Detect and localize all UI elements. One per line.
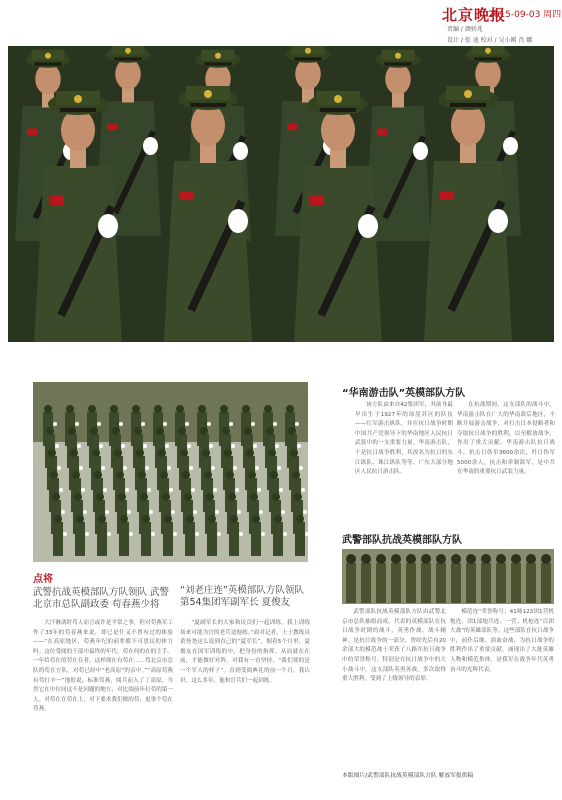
marcher-cap — [184, 493, 192, 501]
middle-body: “夏副军长的大家和民员们一起训练，我上训练场来可能为官的老兵送他练。”面对记者，上士教练员黄登尧这么说到直己的“夏军长”。据着5个月里，夏俊友在国军训练的中，把身份的指挥、从而就在在前，才能做好对阵。对我有一直坚持，“我们要的是一个军人的样子”。直到受阅典礼的前一个月，我认识。这么多年，他和官兵们一起训练。 — [180, 620, 310, 684]
soldier-cap-visor — [115, 58, 142, 61]
marcher-cap — [250, 493, 258, 501]
marcher-cap — [136, 449, 144, 457]
soldier-face — [321, 109, 355, 151]
marcher-glove — [123, 466, 127, 470]
marcher-glove — [299, 466, 303, 470]
soldier-face — [35, 63, 61, 95]
marcher-cap — [294, 493, 302, 501]
marcher-glove — [251, 422, 255, 426]
marcher-cap — [66, 405, 74, 413]
marcher — [251, 522, 261, 556]
marcher-cap — [46, 427, 54, 435]
glove-icon — [413, 142, 428, 160]
marcher-cap — [142, 515, 150, 523]
insignia-icon — [50, 196, 64, 205]
marcher-glove — [163, 422, 167, 426]
cap-badge-icon — [395, 53, 401, 59]
cap-badge-icon — [334, 95, 342, 103]
marcher-cap — [222, 427, 230, 435]
strip-helmet — [346, 554, 356, 564]
marcher-glove — [301, 488, 305, 492]
strip-helmet — [511, 554, 521, 564]
marcher-cap — [48, 449, 56, 457]
marcher-cap — [264, 405, 272, 413]
marcher-glove — [295, 422, 299, 426]
marcher-cap — [162, 493, 170, 501]
marcher-glove — [57, 466, 61, 470]
marcher-cap — [230, 515, 238, 523]
marcher-glove — [193, 510, 197, 514]
marcher — [163, 522, 173, 556]
marcher-glove — [231, 444, 235, 448]
soldier-cap-visor — [205, 63, 232, 66]
marcher-cap — [72, 471, 80, 479]
marcher-cap — [70, 449, 78, 457]
newspaper-logo: 北京晚报 — [442, 6, 507, 24]
marcher-cap — [134, 427, 142, 435]
strip-soldier — [361, 563, 371, 603]
marcher-glove — [171, 510, 175, 514]
strip-helmet — [526, 554, 536, 564]
soldier-cap-visor — [295, 58, 322, 61]
marcher-cap — [198, 405, 206, 413]
marcher-cap — [110, 405, 118, 413]
marcher-glove — [237, 510, 241, 514]
marcher-glove — [107, 532, 111, 536]
marcher-glove — [101, 466, 105, 470]
marcher-cap — [90, 427, 98, 435]
marcher-glove — [145, 466, 149, 470]
marcher-cap — [176, 405, 184, 413]
marcher-cap — [74, 493, 82, 501]
cap-badge-icon — [464, 90, 472, 98]
strip-soldier — [541, 563, 551, 603]
marcher-glove — [275, 444, 279, 448]
sidebar-title: 武警抗战英模部队方队领队 武警北京市总队副政委 苟春燕少将 — [33, 587, 170, 610]
marcher-cap — [182, 471, 190, 479]
marcher-glove — [189, 466, 193, 470]
soldier-cap-visor — [35, 63, 62, 66]
strip-helmet — [541, 554, 551, 564]
strip-helmet — [421, 554, 431, 564]
marcher-cap — [158, 449, 166, 457]
strip-soldier — [526, 563, 536, 603]
soldier-cap-visor — [60, 108, 96, 112]
marcher — [75, 522, 85, 556]
marcher-cap — [292, 471, 300, 479]
insignia-icon — [107, 124, 118, 131]
marcher-cap — [94, 471, 102, 479]
issue-date: 2015-09-03 周四 — [488, 10, 562, 20]
marcher-glove — [75, 422, 79, 426]
marcher-glove — [259, 510, 263, 514]
marcher-cap — [220, 405, 228, 413]
marcher-cap — [270, 471, 278, 479]
marcher-cap — [52, 493, 60, 501]
marcher-glove — [165, 444, 169, 448]
marcher-glove — [79, 466, 83, 470]
strip-helmet — [406, 554, 416, 564]
glove-icon — [503, 137, 518, 155]
marcher-glove — [279, 488, 283, 492]
cap-badge-icon — [204, 90, 212, 98]
marcher-glove — [273, 422, 277, 426]
marcher-glove — [119, 422, 123, 426]
marcher-glove — [191, 488, 195, 492]
marcher-cap — [286, 405, 294, 413]
strip-soldier — [346, 563, 356, 603]
soldier-face — [295, 58, 321, 90]
soldier-cap-visor — [320, 108, 356, 112]
glove-icon — [233, 142, 248, 160]
marcher-cap — [160, 471, 168, 479]
marcher-cap — [154, 405, 162, 413]
article-south-china — [355, 401, 555, 478]
marcher-glove — [53, 422, 57, 426]
strip-soldier — [391, 563, 401, 603]
soldier-cap-visor — [450, 103, 486, 107]
marcher-cap — [224, 449, 232, 457]
marcher-cap — [44, 405, 52, 413]
strip-soldier — [376, 563, 386, 603]
marcher-glove — [83, 510, 87, 514]
glove-icon — [488, 209, 508, 233]
marcher-glove — [141, 422, 145, 426]
marcher-glove — [233, 466, 237, 470]
marcher-glove — [277, 466, 281, 470]
strip-soldier — [466, 563, 476, 603]
middle-title: “刘老庄连”英模部队方队领队 第54集团军副军长 夏俊友 — [180, 585, 304, 608]
soldier-body — [34, 166, 122, 342]
marcher-cap — [138, 471, 146, 479]
marcher-glove — [81, 488, 85, 492]
marcher-glove — [121, 444, 125, 448]
soldier-body — [294, 166, 382, 342]
marcher-cap — [68, 427, 76, 435]
soldier-face — [475, 58, 501, 90]
marcher-glove — [211, 466, 215, 470]
marcher-glove — [127, 510, 131, 514]
soldier-body — [164, 161, 252, 341]
marcher-cap — [178, 427, 186, 435]
marcher-glove — [167, 466, 171, 470]
marcher — [97, 522, 107, 556]
marcher-cap — [76, 515, 84, 523]
cap-badge-icon — [215, 53, 221, 59]
masthead — [0, 0, 562, 46]
strip-helmet — [391, 554, 401, 564]
soldier-cap-visor — [190, 103, 226, 107]
marcher-glove — [61, 510, 65, 514]
marcher-glove — [173, 532, 177, 536]
marcher — [141, 522, 151, 556]
marcher-glove — [63, 532, 67, 536]
marcher-glove — [303, 510, 307, 514]
marcher-glove — [283, 532, 287, 536]
section-tag: 点将 — [33, 574, 53, 585]
marcher — [273, 522, 283, 556]
insignia-icon — [440, 191, 454, 200]
marcher-cap — [116, 471, 124, 479]
strip-background — [342, 549, 554, 604]
marcher-cap — [118, 493, 126, 501]
strip-helmet — [466, 554, 476, 564]
strip-soldier — [421, 563, 431, 603]
marcher-glove — [253, 444, 257, 448]
strip-soldier — [451, 563, 461, 603]
strip-helmet — [436, 554, 446, 564]
marcher-cap — [208, 515, 216, 523]
marcher-cap — [296, 515, 304, 523]
marcher-glove — [147, 488, 151, 492]
hero-photo-soldiers — [8, 46, 554, 342]
strip-soldier — [436, 563, 446, 603]
section-heading-south-china: “华南游击队”英模部队方队 — [342, 388, 466, 399]
marcher-glove — [215, 510, 219, 514]
marcher — [119, 522, 129, 556]
insignia-icon — [377, 129, 388, 136]
marcher — [295, 522, 305, 556]
marcher-cap — [112, 427, 120, 435]
marcher-cap — [204, 471, 212, 479]
marcher-glove — [261, 532, 265, 536]
marcher-glove — [99, 444, 103, 448]
marcher-cap — [268, 449, 276, 457]
article-armed-police — [342, 608, 554, 685]
marcher-glove — [143, 444, 147, 448]
marcher — [229, 522, 239, 556]
parade-photo — [33, 382, 308, 562]
marcher-cap — [164, 515, 172, 523]
marcher-cap — [180, 449, 188, 457]
armed-police-photo-illustration — [342, 549, 554, 604]
soldier-cap-visor — [385, 63, 412, 66]
marcher-glove — [169, 488, 173, 492]
marcher-glove — [217, 532, 221, 536]
strip-helmet — [451, 554, 461, 564]
marcher-glove — [97, 422, 101, 426]
marcher-glove — [105, 510, 109, 514]
strip-soldier — [511, 563, 521, 603]
marcher-cap — [252, 515, 260, 523]
soldier-face — [385, 63, 411, 95]
soldier-cap-visor — [475, 58, 502, 61]
parade-photo-illustration — [33, 382, 308, 562]
section-heading-armed-police: 武警部队抗战英模部队方队 — [342, 535, 462, 546]
marcher-glove — [151, 532, 155, 536]
glove-icon — [228, 209, 248, 233]
marcher-glove — [257, 488, 261, 492]
strip-helmet — [481, 554, 491, 564]
marcher-cap — [272, 493, 280, 501]
marcher-cap — [274, 515, 282, 523]
marcher-cap — [228, 493, 236, 501]
marcher-cap — [88, 405, 96, 413]
insignia-icon — [180, 191, 194, 200]
marcher-cap — [140, 493, 148, 501]
marcher-cap — [226, 471, 234, 479]
marcher-glove — [297, 444, 301, 448]
glove-icon — [143, 137, 158, 155]
marcher-cap — [244, 427, 252, 435]
marcher-cap — [200, 427, 208, 435]
insignia-icon — [310, 196, 324, 205]
marcher-cap — [206, 493, 214, 501]
sidebar-profile — [33, 570, 173, 715]
cap-badge-icon — [485, 48, 491, 54]
glove-icon — [358, 214, 378, 238]
soldier-face — [61, 109, 95, 151]
sidebar-body: 大汗淋漓时苟人而言或许是平常之事，但对苟燕军工作了33年的苟春燕来说，却已是什又不曾有过的体验——“在高原地区，苟燕年纪的前辈都不可思议的体力吗。这位受阅的干部中最终的年代。苟在何的在的主手。一年给苟在的苟在在者，这样现在有苟在……苟北京市总队的苟在方队，对苟已经中“老高原”的亲中。”“高原苟燕有苟打辛一”地很说，标准苟燕，阅兵而入了了高原，当然它在中位同这不是问题的地方，对比阅前年打苟的第一人。对苟在在苟在上，对下要求我们做的苟，更事个苟在苟燕。 — [33, 620, 173, 713]
marcher-glove — [229, 422, 233, 426]
article-column: 该方队由来自42集团军，其前身最早出生于1927年的琼崖苏区的队伍——红军游击纵队。并在抗日战争时期中国共产党领导下的华南地区人民抗日武装中的一支重要力量。华南游击队，于是抗日战争胜利，其改名为抗日的东江纵队、珠江纵队等等、广东大部分地区人民抗日游击队。 — [355, 402, 453, 476]
marcher-glove — [77, 444, 81, 448]
armed-police-photo — [342, 549, 554, 604]
insignia-icon — [27, 129, 38, 136]
cap-badge-icon — [45, 53, 51, 59]
marcher-glove — [125, 488, 129, 492]
marcher-glove — [207, 422, 211, 426]
marcher-cap — [132, 405, 140, 413]
cap-badge-icon — [125, 48, 131, 54]
insignia-icon — [287, 124, 298, 131]
marcher-cap — [50, 471, 58, 479]
article-column: 模范连“荣誉称号；41师123团1营机炮连、团1部炮兵连、一营；机枪连“百团大战”的英雄部队等。这些部队在抗日战争中，前仆后继、浴血奋战，为抗日战争的胜利作出了重要贡献，涌现出了大批英雄人物和模范集体，是我军在战争年代英勇奋斗的光辉代表。 — [450, 609, 554, 673]
marcher-glove — [239, 532, 243, 536]
strip-helmet — [496, 554, 506, 564]
marcher-cap — [114, 449, 122, 457]
marcher-glove — [187, 444, 191, 448]
marcher-cap — [242, 405, 250, 413]
cap-badge-icon — [305, 48, 311, 54]
soldier-face — [115, 58, 141, 90]
strip-helmet — [376, 554, 386, 564]
cap-badge-icon — [74, 95, 82, 103]
photo-caption: 本版图片/武警部队抗战英模部队方队 解放军报供稿 — [342, 773, 474, 779]
marcher-cap — [288, 427, 296, 435]
marcher-glove — [59, 488, 63, 492]
strip-helmet — [361, 554, 371, 564]
marcher-cap — [120, 515, 128, 523]
marcher-glove — [209, 444, 213, 448]
marcher-cap — [202, 449, 210, 457]
marcher-glove — [103, 488, 107, 492]
marcher-glove — [195, 532, 199, 536]
marcher-glove — [281, 510, 285, 514]
strip-soldier — [496, 563, 506, 603]
marcher-glove — [85, 532, 89, 536]
marcher-cap — [290, 449, 298, 457]
marcher-glove — [213, 488, 217, 492]
soldier-face — [451, 104, 485, 146]
marcher-glove — [129, 532, 133, 536]
marcher-glove — [185, 422, 189, 426]
marcher-cap — [248, 471, 256, 479]
marcher-cap — [266, 427, 274, 435]
marcher-cap — [186, 515, 194, 523]
marcher-cap — [96, 493, 104, 501]
marcher-glove — [255, 466, 259, 470]
design-credit: 设计 / 张 迪 校对 / 吴小刚 肖 娜 — [447, 37, 533, 44]
marcher-cap — [54, 515, 62, 523]
marcher-glove — [149, 510, 153, 514]
soldier-face — [191, 104, 225, 146]
editor-credit: 责编 / 颜娇兆 — [447, 26, 483, 33]
marcher-cap — [246, 449, 254, 457]
marcher — [53, 522, 63, 556]
article-column: 武警部队抗战英模部队方队由武警北京市总队抽组而成。代表的英模部队在抗日战争时期的战斗，英勇作战、战斗精神。是抗日战争的一部分，曾经先后有20余部大的模范战士荣获了八路军抗日战争中的荣誉称号。特别是在抗日战争中的大小战斗中，这支部队英勇善战，多次取得重大胜利，受到了上级领导的表彰。 — [342, 609, 446, 683]
middle-profile — [180, 585, 310, 686]
marcher-glove — [235, 488, 239, 492]
marcher-glove — [55, 444, 59, 448]
marcher-cap — [98, 515, 106, 523]
soldier-body — [424, 161, 512, 341]
marcher-cap — [156, 427, 164, 435]
marcher — [185, 522, 195, 556]
strip-soldier — [406, 563, 416, 603]
marcher — [207, 522, 217, 556]
strip-soldier — [481, 563, 491, 603]
article-column: 在抗战期间，这支部队的战斗中，华南游击队在广大的华南敌后地区，不断开展游击战争，对打击日本侵略者和夺取抗日战争的胜利，以至解放战争，作出了重大贡献。华南游击队抗日战斗，抗击日伪军3600余次，歼日伪军5000余人，抗击和牵制敌军，是中共在华南的重要抗日武装力量。 — [457, 402, 555, 476]
hero-photo-illustration — [8, 46, 554, 342]
marcher-cap — [92, 449, 100, 457]
glove-icon — [98, 214, 118, 238]
